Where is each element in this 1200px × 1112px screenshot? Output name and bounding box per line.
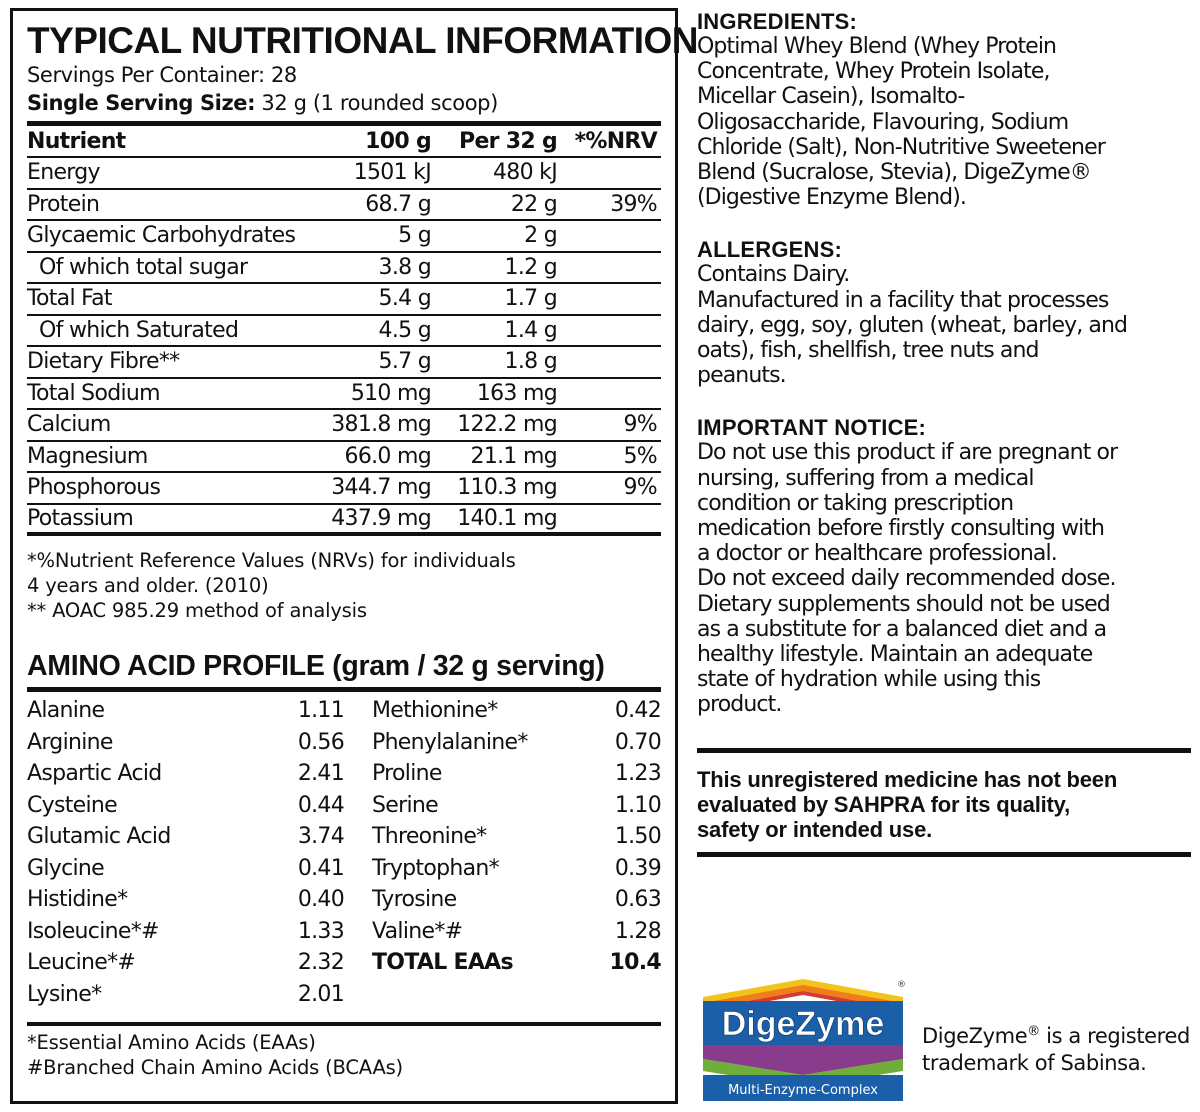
text-line: state of hydration while using this	[697, 667, 1041, 693]
amino-column-left	[27, 695, 344, 1010]
amino-row	[372, 758, 661, 790]
logo-tagline-text: Multi-Enzyme-Complex	[728, 1083, 878, 1098]
amino-name: Lysine*	[27, 981, 102, 1007]
amino-row	[372, 884, 661, 916]
nutrition-panel	[10, 8, 699, 1104]
amino-row	[372, 947, 661, 979]
text-line: Do not use this product if are pregnant or	[697, 440, 1118, 466]
serving-size	[27, 89, 661, 117]
amino-name: Tyrosine	[372, 887, 457, 912]
nutrition-title: TYPICAL NUTRITIONAL INFORMATION	[27, 20, 699, 61]
amino-row	[27, 821, 344, 853]
text-line: safety or intended use.	[697, 816, 933, 842]
amino-name: Glycine	[27, 855, 104, 881]
amino-value: 2.32	[297, 950, 344, 975]
amino-row	[27, 916, 344, 948]
nutrient-name: Of which total sugar	[39, 254, 248, 280]
value-nrv: 9%	[623, 475, 657, 501]
nutrition-row	[27, 253, 661, 285]
nutrition-row	[27, 190, 661, 222]
text-line: as a substitute for a balanced diet and a	[697, 616, 1107, 642]
value-per-100g: 381.8 mg	[331, 412, 431, 438]
amino-name: Leucine*#	[27, 950, 136, 975]
value-per-32g: 22 g	[510, 191, 557, 217]
allergens-text	[697, 262, 1191, 388]
text-line: This unregistered medicine has not been	[697, 766, 1118, 792]
nutrition-row	[27, 442, 661, 474]
value-per-32g: 2 g	[524, 223, 557, 249]
amino-value: 3.74	[297, 824, 344, 849]
nutrition-row	[27, 379, 661, 411]
nutrition-row	[27, 505, 661, 537]
amino-row	[372, 916, 661, 948]
trademark-line-1	[922, 1018, 1190, 1050]
text-line: a doctor or healthcare professional.	[697, 541, 1057, 567]
value-per-32g: 1.7 g	[504, 286, 557, 312]
ingredients-heading: INGREDIENTS:	[697, 9, 858, 34]
value-nrv: 5%	[623, 443, 657, 469]
text-line: Dietary supplements should not be used	[697, 591, 1110, 617]
value-per-100g: 4.5 g	[378, 317, 431, 343]
amino-value: 10.4	[609, 950, 661, 975]
amino-name: Aspartic Acid	[27, 761, 162, 786]
value-per-32g: 480 kJ	[492, 160, 557, 186]
value-per-32g: 163 mg	[476, 380, 557, 406]
nutrition-row	[27, 284, 661, 316]
amino-name: Serine	[372, 792, 438, 818]
value-per-32g: 1.8 g	[504, 349, 557, 375]
nutrient-name: Phosphorous	[27, 475, 161, 501]
logo-reg-mark: ®	[897, 980, 906, 990]
amino-value: 1.33	[297, 918, 344, 944]
amino-name: Methionine*	[372, 698, 498, 723]
value-per-100g: 437.9 mg	[331, 505, 431, 531]
value-per-32g: 122.2 mg	[457, 412, 557, 438]
col-per32g: Per 32 g	[459, 128, 557, 154]
text-line: Oligosaccharide, Flavouring, Sodium	[697, 109, 1069, 135]
value-per-100g: 1501 kJ	[353, 160, 431, 186]
amino-column-right	[344, 695, 661, 1010]
text-line: Concentrate, Whey Protein Isolate,	[697, 59, 1050, 85]
amino-value: 0.44	[297, 792, 344, 818]
footnote: #Branched Chain Amino Acids (BCAAs)	[27, 1056, 403, 1079]
amino-name: TOTAL EAAs	[372, 950, 513, 975]
value-per-100g: 5.7 g	[378, 349, 431, 375]
amino-row	[372, 790, 661, 822]
value-per-32g: 110.3 mg	[457, 475, 557, 501]
text-line: evaluated by SAHPRA for its quality,	[697, 791, 1070, 817]
divider	[697, 852, 1191, 857]
serving-size-value: 32 g (1 rounded scoop)	[255, 91, 498, 115]
text-line: Manufactured in a facility that processes	[697, 287, 1109, 313]
text-line: dairy, egg, soy, gluten (wheat, barley, and	[697, 312, 1128, 338]
amino-row	[27, 695, 344, 727]
amino-title: AMINO ACID PROFILE (gram / 32 g serving)	[27, 650, 605, 682]
text-line: nursing, suffering from a medical	[697, 465, 1034, 491]
divider	[697, 748, 1191, 753]
col-nrv: *%NRV	[574, 128, 657, 154]
nutrient-name: Dietary Fibre**	[27, 349, 180, 375]
trademark-brand: DigeZyme	[922, 1024, 1028, 1048]
nutrition-row	[27, 347, 661, 379]
amino-name: Histidine*	[27, 887, 128, 912]
text-line: Contains Dairy.	[697, 262, 850, 288]
nutrition-row	[27, 473, 661, 505]
nutrition-row	[27, 158, 661, 190]
nutrient-name: Of which Saturated	[39, 317, 239, 343]
value-per-100g: 510 mg	[350, 380, 431, 406]
nutrition-row	[27, 410, 661, 442]
trademark-line-2: trademark of Sabinsa.	[922, 1051, 1147, 1075]
value-nrv: 9%	[623, 412, 657, 438]
amino-value: 0.40	[297, 887, 344, 912]
text-line: healthy lifestyle. Maintain an adequate	[697, 642, 1093, 668]
trademark-text: is a registered	[1039, 1024, 1190, 1048]
amino-value: 0.63	[614, 887, 661, 912]
divider	[27, 1022, 661, 1026]
nutrient-name: Calcium	[27, 412, 111, 438]
amino-row	[372, 853, 661, 885]
text-line: condition or taking prescription	[697, 490, 1014, 516]
amino-value: 0.70	[614, 729, 661, 755]
text-line: product.	[697, 692, 782, 718]
amino-name: Alanine	[27, 698, 105, 723]
amino-value: 1.11	[297, 698, 344, 723]
value-nrv: 39%	[610, 191, 657, 217]
footnote: *Essential Amino Acids (EAAs)	[27, 1031, 316, 1054]
amino-row	[372, 821, 661, 853]
amino-name: Cysteine	[27, 792, 117, 818]
nutrient-name: Magnesium	[27, 443, 148, 469]
col-100g: 100 g	[365, 128, 431, 154]
amino-value: 0.56	[297, 729, 344, 755]
footnote: 4 years and older. (2010)	[27, 574, 269, 597]
amino-value: 0.42	[614, 698, 661, 723]
amino-name: Tryptophan*	[372, 855, 499, 881]
value-per-100g: 5 g	[398, 223, 431, 249]
sahpra-warning	[697, 767, 1191, 842]
amino-value: 0.39	[614, 855, 661, 881]
notice-heading: IMPORTANT NOTICE:	[697, 415, 927, 441]
nutrient-name: Potassium	[27, 505, 134, 531]
amino-value: 1.50	[614, 824, 661, 849]
amino-table	[27, 687, 661, 1010]
value-per-32g: 140.1 mg	[457, 505, 557, 531]
text-line: medication before firstly consulting with	[697, 516, 1105, 542]
nutrition-footnotes	[27, 548, 661, 623]
amino-row	[372, 727, 661, 759]
amino-footnotes	[27, 1030, 661, 1080]
servings-per-container: Servings Per Container: 28	[27, 63, 297, 87]
nutrition-row	[27, 221, 661, 253]
amino-name: Isoleucine*#	[27, 918, 159, 944]
ingredients-text	[697, 34, 1191, 210]
nutrient-name: Energy	[27, 160, 100, 186]
value-per-100g: 344.7 mg	[331, 475, 431, 501]
amino-value: 2.01	[297, 981, 344, 1007]
value-per-100g: 66.0 mg	[344, 443, 431, 469]
amino-name: Phenylalanine*	[372, 729, 528, 755]
text-line: (Digestive Enzyme Blend).	[697, 185, 966, 211]
amino-name: Glutamic Acid	[27, 824, 171, 849]
text-line: peanuts.	[697, 363, 786, 389]
value-per-100g: 5.4 g	[378, 286, 431, 312]
amino-name: Proline	[372, 761, 442, 786]
amino-row	[27, 853, 344, 885]
col-nutrient: Nutrient	[27, 128, 126, 154]
allergens-heading: ALLERGENS:	[697, 237, 842, 263]
trademark-reg: ®	[1027, 1024, 1040, 1039]
amino-row	[27, 884, 344, 916]
footnote: ** AOAC 985.29 method of analysis	[27, 599, 367, 622]
amino-row	[372, 695, 661, 727]
trademark-note	[922, 1018, 1190, 1077]
nutrient-name: Protein	[27, 191, 100, 217]
nutrient-name: Total Fat	[27, 286, 112, 312]
amino-row	[27, 758, 344, 790]
amino-value: 1.28	[614, 918, 661, 944]
text-line: oats), fish, shellfish, tree nuts and	[697, 338, 1039, 364]
value-per-32g: 21.1 mg	[470, 443, 557, 469]
nutrition-table-body	[27, 158, 661, 536]
amino-value: 1.23	[614, 761, 661, 786]
digezyme-logo	[697, 975, 909, 1103]
footnote: *%Nutrient Reference Values (NRVs) for individuals	[27, 549, 516, 572]
nutrition-table-header	[27, 126, 661, 158]
notice-text	[697, 440, 1191, 717]
amino-row	[27, 947, 344, 979]
info-panel	[697, 10, 1191, 857]
amino-name: Arginine	[27, 729, 113, 755]
logo-brand-text: DigeZyme	[721, 1005, 885, 1043]
text-line: Micellar Casein), Isomalto-	[697, 84, 965, 110]
value-per-32g: 1.2 g	[504, 254, 557, 280]
amino-row	[27, 727, 344, 759]
text-line: Chloride (Salt), Non-Nutritive Sweetener	[697, 134, 1105, 160]
amino-row	[27, 979, 344, 1011]
text-line: Optimal Whey Blend (Whey Protein	[697, 34, 1057, 59]
nutrient-name: Total Sodium	[27, 380, 160, 406]
nutrition-row	[27, 316, 661, 348]
value-per-100g: 68.7 g	[365, 191, 431, 217]
nutrient-name: Glycaemic Carbohydrates	[27, 223, 296, 249]
amino-name: Valine*#	[372, 918, 463, 944]
amino-value: 0.41	[297, 855, 344, 881]
serving-size-label: Single Serving Size:	[27, 91, 256, 115]
amino-name: Threonine*	[372, 824, 487, 849]
amino-value: 2.41	[297, 761, 344, 786]
value-per-32g: 1.4 g	[504, 317, 557, 343]
text-line: Do not exceed daily recommended dose.	[697, 566, 1116, 592]
amino-row	[27, 790, 344, 822]
text-line: Blend (Sucralose, Stevia), DigeZyme®	[697, 160, 1091, 186]
amino-value: 1.10	[614, 792, 661, 818]
value-per-100g: 3.8 g	[378, 254, 431, 280]
